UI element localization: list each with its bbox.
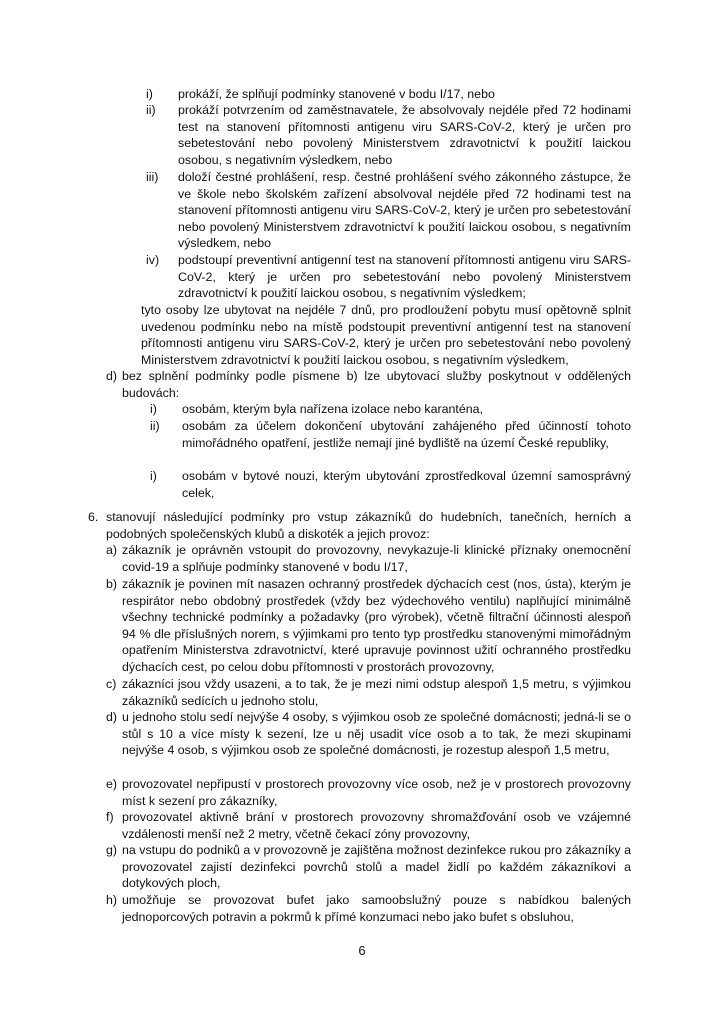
list-item-d-i <box>150 401 631 418</box>
list-item-text: prokáží, že splňují podmínky stanovené v bodu I/17, nebo <box>178 87 495 101</box>
list-marker: iv) <box>146 253 160 267</box>
list-marker: a) <box>106 543 118 557</box>
paragraph-text: tyto osoby lze ubytovat na nejdéle 7 dnů, pro prodloužení pobytu musí opětovně splnit uvedenou podmínku nebo na místě podstoupit preventivní antigenní test na stanovení přítomnosti antigenu viru SARS-CoV-2, který je určen pro sebetestování nebo povolený Ministerstvem zdravotnictví k použití laickou osobou, s negativním výsledkem, <box>141 303 631 367</box>
list-item-c-ii <box>146 102 631 168</box>
list-marker: e) <box>106 777 118 791</box>
list-item-text: doloží čestné prohlášení, resp. čestné prohlášení svého zákonného zástupce, že ve škole nebo školském zařízení absolvoval nejdéle před 72 hodinami test na stanovení přítomnosti antigenu viru SARS-CoV-2, který je určen pro sebetestování nebo povolený Ministerstvem zdravotnictví k použití laickou osobou, s negativním výsledkem, nebo <box>178 170 631 251</box>
list-marker: h) <box>106 893 118 907</box>
list-item-text: bez splnění podmínky podle písmene b) lze ubytovací služby poskytnout v oddělených budovách: <box>122 369 631 400</box>
list-item-c-iv <box>146 252 631 302</box>
list-marker: d) <box>106 369 118 383</box>
list-item-text: umožňuje se provozovat bufet jako samoobslužný pouze s nabídkou balených jednoporcových potravin a pokrmů k přímé konzumaci nebo jako bufet s obsluhou, <box>122 893 631 924</box>
list-item-6g <box>106 842 631 892</box>
list-item-d-iii <box>150 468 631 501</box>
list-item-d <box>106 368 631 401</box>
list-item-c-i <box>146 86 631 103</box>
list-item-text: osobám za účelem dokončení ubytování zahájeného před účinností tohoto mimořádného opatření, jestliže nemají jiné bydliště na území České republiky, <box>182 419 631 450</box>
section-number: 6. <box>88 510 99 524</box>
list-marker: c) <box>106 677 117 691</box>
list-marker: i) <box>150 469 157 483</box>
list-item-text: osobám v bytové nouzi, kterým ubytování zprostředkoval územní samosprávný celek, <box>182 469 631 500</box>
list-item-c-iii <box>146 169 631 252</box>
list-marker: f) <box>106 810 114 824</box>
list-item-6b <box>106 576 631 676</box>
list-marker: i) <box>150 402 157 416</box>
list-marker: iii) <box>146 170 159 184</box>
paragraph-c-tail <box>141 302 631 368</box>
list-marker: i) <box>146 87 153 101</box>
list-marker: d) <box>106 710 118 724</box>
list-marker: g) <box>106 843 118 857</box>
list-item-text: prokáží potvrzením od zaměstnavatele, že absolvovaly nejdéle před 72 hodinami test na stanovení přítomnosti antigenu viru SARS-CoV-2, který je určen pro sebetestování nebo povolený Ministerstvem zdravotnictví k použití laickou osobou, s negativním výsledkem, nebo <box>178 103 631 167</box>
list-item-text: u jednoho stolu sedí nejvýše 4 osoby, s výjimkou osob ze společné domácnosti; jedná-li se o stůl s 10 a více místy k sezení, lze u něj usadit více osob a to tak, že mezi skupinami nejvýše 4 osob, s výjimkou osob ze společné domácnosti, je rozestup alespoň 1,5 metru, <box>122 710 631 758</box>
list-item-text: provozovatel aktivně brání v prostorech provozovny shromažďování osob ve vzájemné vzdálenosti menší než 2 metry, včetně čekací zóny provozovny, <box>122 810 631 841</box>
list-item-text: osobám, kterým byla nařízena izolace nebo karanténa, <box>182 402 483 416</box>
list-item-6f <box>106 809 631 842</box>
list-item-d-ii <box>150 418 631 451</box>
list-marker: ii) <box>150 419 160 433</box>
list-marker: ii) <box>146 103 156 117</box>
list-item-6h <box>106 892 631 925</box>
list-marker: b) <box>106 577 118 591</box>
list-item-text: provozovatel nepřipustí v prostorech provozovny více osob, než je v prostorech provozovny míst k sezení pro zákazníky, <box>122 777 631 808</box>
list-item-6a <box>106 542 631 575</box>
list-item-text: zákazník je povinen mít nasazen ochranný prostředek dýchacích cest (nos, ústa), kterým je respirátor nebo obdobný prostředek (vždy bez výdechového ventilu) naplňující minimálně všechny technické podmínky a požadavky (pro výrobek), včetně filtrační účinnosti alespoň 94 % dle příslušných norem, s výjimkami pro tento typ prostředku stanovenými mimořádným opatřením Ministerstva zdravotnictví, které upravuje povinnost užití ochranného prostředku dýchacích cest, po celou dobu přítomnosti v prostorách provozovny, <box>122 577 631 674</box>
page-number: 6 <box>358 943 366 958</box>
section-text: stanovují následující podmínky pro vstup zákazníků do hudebních, tanečních, herních a podobných společenských klubů a diskoték a jejich provoz: <box>106 510 631 541</box>
list-item-text: zákazník je oprávněn vstoupit do provozovny, nevykazuje-li klinické příznaky onemocnění covid-19 a splňuje podmínky stanovené v bodu I/17, <box>122 543 631 574</box>
section-6 <box>88 509 631 542</box>
list-item-text: podstoupí preventivní antigenní test na stanovení přítomnosti antigenu viru SARS-CoV-2, který je určen pro sebetestování nebo povolený Ministerstvem zdravotnictví k použití laickou osobou, s negativním výsledkem; <box>178 253 631 301</box>
list-item-6e <box>106 776 631 809</box>
list-item-6c <box>106 676 631 709</box>
list-item-text: zákazníci jsou vždy usazeni, a to tak, že je mezi nimi odstup alespoň 1,5 metru, s výjimkou zákazníků sedících u jednoho stolu, <box>122 677 631 708</box>
list-item-6d <box>106 709 631 759</box>
list-item-text: na vstupu do podniků a v provozovně je zajištěna možnost dezinfekce rukou pro zákazníky a provozovatel zajistí dezinfekci povrchů stolů a madel židlí po každém zákazníkovi a dotykových ploch, <box>122 843 631 891</box>
